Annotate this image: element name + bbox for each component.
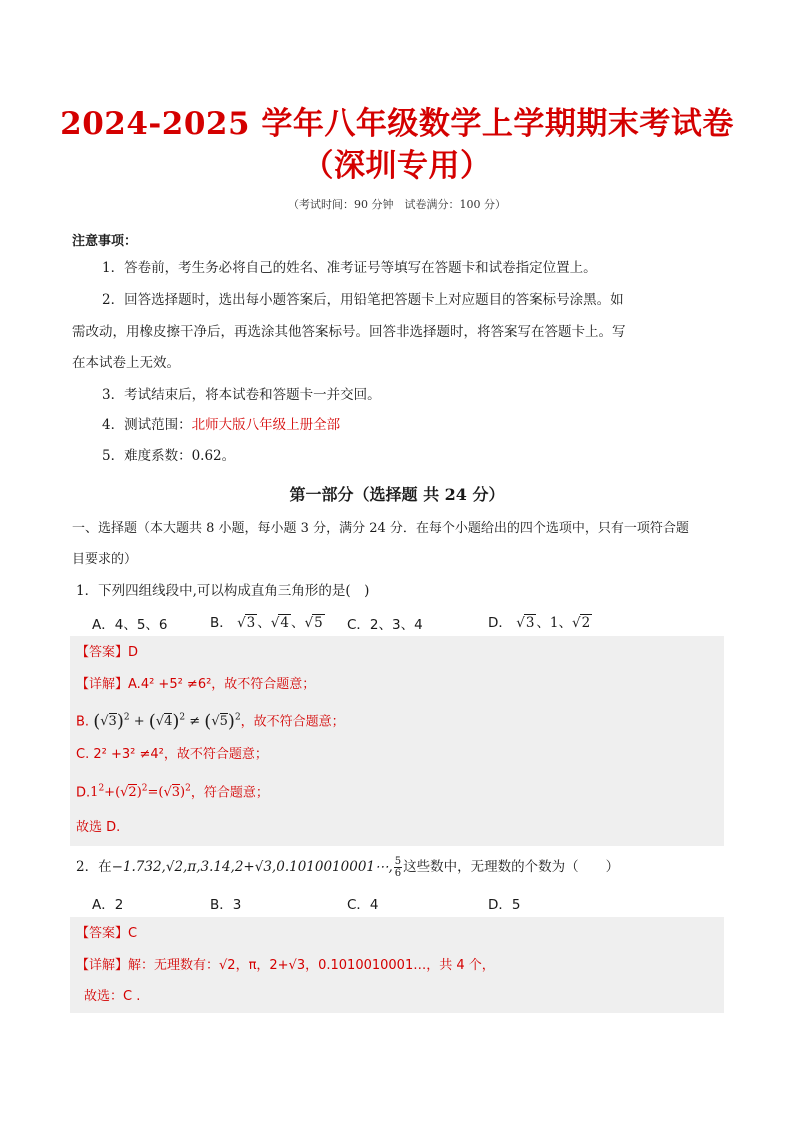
q2-option-a: A．2 (92, 897, 124, 913)
notes-header: 注意事项： (72, 234, 138, 249)
q1-stem: 1．下列四组线段中,可以构成直角三角形的是( ) (76, 583, 370, 599)
q2-option-c: C．4 (347, 897, 379, 913)
q1-option-b: B． √3 、√4 、√5 (210, 615, 323, 631)
note-4-prefix: 4．测试范围： (102, 417, 192, 433)
note-4 (102, 415, 340, 435)
q2-conclusion: 故选：C . (84, 989, 141, 1004)
q2-option-b: B．3 (210, 897, 242, 913)
q2-answer-box (70, 917, 724, 1013)
sqrt-3: √3 (516, 615, 535, 631)
note-2a: 2．回答选择题时，选出每小题答案后，用铅笔把答题卡上对应题目的答案标号涂黑。如 (102, 292, 624, 308)
page-subtitle: （深圳专用） (302, 148, 492, 184)
q2-detail: 【详解】解：无理数有：√2，π，2+√3，0.1010010001…，共 4 个， (76, 958, 495, 973)
fraction-five-sixths: $\frac{5}{6}$ (394, 856, 402, 879)
sqrt-3: √3 (237, 615, 256, 631)
section-instruction-2: 目要求的） (72, 552, 138, 567)
note-5: 5．难度系数：0.62。 (102, 448, 236, 464)
q1-detail-c: C. 2² +3² ≠4²，故不符合题意； (76, 747, 268, 762)
note-2b: 需改动，用橡皮擦干净后，再选涂其他答案标号。回答非选择题时，将答案写在答题卡上。写 (72, 324, 626, 340)
section-instruction-1: 一、选择题（本大题共 8 小题，每小题 3 分，满分 24 分．在每个小题给出的四个选项中，只有一项符合题 (72, 521, 689, 536)
q1-option-a: A．4、5、6 (92, 617, 168, 633)
test-scope: 北师大版八年级上册全部 (191, 417, 341, 433)
note-2c: 在本试卷上无效。 (72, 355, 180, 371)
q2-option-d: D．5 (488, 897, 521, 913)
q1-answer-box (70, 636, 724, 846)
q2-answer: 【答案】C (76, 926, 138, 941)
q1-detail-d: $D.1^2+(√2)^2=(√3)^2$，符合题意； (76, 784, 269, 801)
q1-option-c: C．2、3、4 (347, 617, 423, 633)
sqrt-2: √2 (572, 615, 591, 631)
sqrt-5: √5 (304, 615, 323, 631)
q1-detail-a: 【详解】A.4² +5² ≠6²，故不符合题意； (76, 677, 316, 692)
exam-meta: （考试时间：90 分钟 试卷满分：100 分） (288, 198, 506, 211)
note-1: 1．答卷前，考生务必将自己的姓名、准考证号等填写在答题卡和试卷指定位置上。 (102, 260, 597, 276)
q1-option-d: D． √3 、1、√2 (488, 615, 591, 631)
sqrt-4: √4 (270, 615, 289, 631)
q1-answer: 【答案】D (76, 645, 139, 660)
q2-stem: 2．在−1.732,√2,π,3.14,2+√3,0.1010010001⋯, $\frac{5}{6}$ 这些数中，无理数的个数为（ ） (76, 856, 620, 879)
q1-conclusion: 故选 D. (76, 820, 121, 835)
part-title: 第一部分（选择题 共 24 分） (289, 485, 505, 504)
q1-detail-b: B. $(√3)^2 + (√4)^2 \ne (√5)^2$，故不符合题意； (76, 711, 345, 733)
note-3: 3．考试结束后，将本试卷和答题卡一并交回。 (102, 387, 381, 403)
page-title: 2024-2025 学年八年级数学上学期期末考试卷 (60, 106, 734, 142)
